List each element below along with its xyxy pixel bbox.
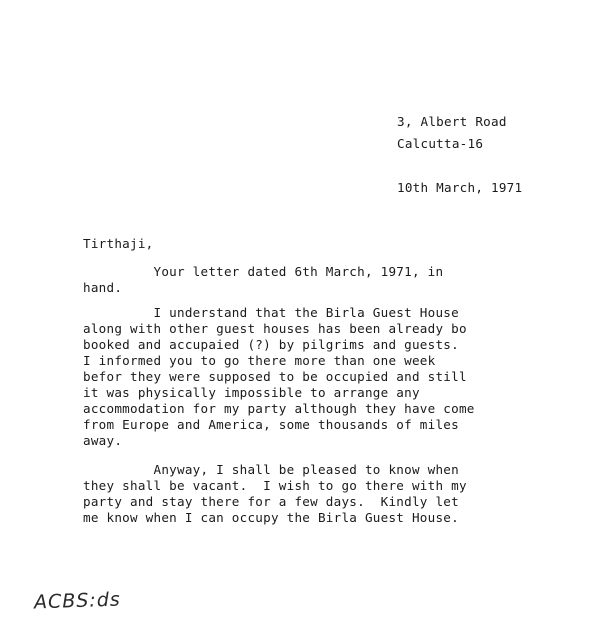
- paragraph-2-line: accommodation for my party although they have come: [83, 401, 475, 416]
- address-line-1: 3, Albert Road: [397, 114, 507, 129]
- handwritten-initials: ACBS:ds: [33, 588, 122, 614]
- paragraph-3-line: party and stay there for a few days. Kindly let: [83, 494, 459, 509]
- paragraph-2-line: it was physically impossible to arrange any: [83, 385, 420, 400]
- paragraph-1-line: hand.: [83, 280, 123, 295]
- paragraph-3-line: me know when I can occupy the Birla Guest House.: [83, 510, 459, 525]
- paragraph-2-line: befor they were supposed to be occupied and still: [83, 369, 467, 384]
- paragraph-1-line: Your letter dated 6th March, 1971, in: [83, 264, 444, 279]
- address-line-2: Calcutta-16: [397, 136, 484, 151]
- paragraph-2-line: along with other guest houses has been already bo: [83, 321, 467, 336]
- paragraph-2-line: I understand that the Birla Guest House: [83, 305, 459, 320]
- paragraph-3-line: they shall be vacant. I wish to go there with my: [83, 478, 467, 493]
- paragraph-2-line: from Europe and America, some thousands of miles: [83, 417, 459, 432]
- paragraph-3-line: Anyway, I shall be pleased to know when: [83, 462, 459, 477]
- salutation: Tirthaji,: [83, 236, 154, 251]
- paragraph-2-line: away.: [83, 433, 123, 448]
- letter-date: 10th March, 1971: [397, 180, 523, 195]
- paragraph-2-line: I informed you to go there more than one week: [83, 353, 436, 368]
- paragraph-2-line: booked and accupaied (?) by pilgrims and guests.: [83, 337, 459, 352]
